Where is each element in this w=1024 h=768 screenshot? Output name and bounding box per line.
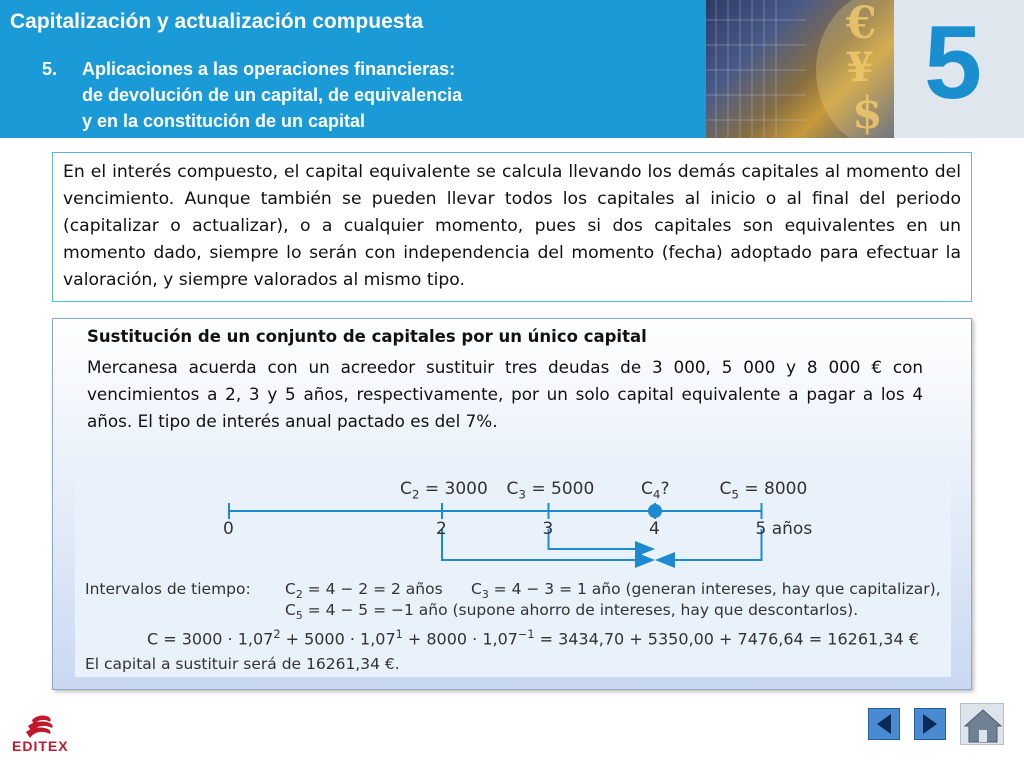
header-bar [0, 0, 1024, 138]
tick-label-1: 2 [436, 519, 447, 539]
chapter-badge [894, 0, 1024, 138]
formula-part-4: = 3434,70 + 5350,00 + 7476,64 = 16261,34 € [534, 629, 919, 649]
timeline-figure [75, 467, 951, 677]
timeline-arrows [442, 529, 762, 560]
tick-label-3: 4 [649, 519, 660, 539]
dollar-symbol: $ [852, 88, 883, 138]
capital-sub-0: 2 [411, 487, 420, 502]
editex-logo-text: EDITEX [12, 738, 69, 754]
capital-label-2 [641, 479, 669, 501]
interval-c5-sub: 5 [295, 609, 303, 623]
interval-c5 [285, 601, 858, 622]
editex-logo-mark [14, 714, 78, 740]
interval-c2 [285, 580, 443, 601]
interval-c2-sub: 2 [295, 588, 303, 602]
interval-c2-expr: = 4 − 2 = 2 años [302, 580, 443, 598]
capital-value-2: ? [660, 479, 670, 499]
tick-label-4: 5 años [755, 519, 813, 539]
arrow-left-icon [869, 709, 899, 739]
arrow-right-icon [915, 709, 945, 739]
yen-symbol: ¥ [846, 44, 874, 91]
interval-c2-symbol: C [285, 580, 296, 598]
formula-exp-2: 1 [395, 628, 403, 641]
arrow-c3-to-c4 [549, 529, 654, 549]
c4-point [648, 504, 662, 518]
capital-symbol-1: C [506, 479, 519, 499]
capital-symbol-0: C [400, 479, 412, 499]
interval-c3-symbol: C [471, 580, 482, 598]
intro-paragraph: En el interés compuesto, el capital equivalente se calcula llevando los demás capitales al momento del vencimiento. Aunque también se pueden llevar todos los capitales al inicio o al final del periodo (capitalizar o actualizar), o a cualquier momento, pues si dos capitales son equivalentes en un momento dado, siempre lo serán con independencia del momento (fecha) adoptado para efectuar la valoración, y siempre valorados al mismo tipo. [63, 162, 961, 290]
interval-c5-expr: = 4 − 5 = −1 año (supone ahorro de intereses, hay que descontarlos). [302, 601, 859, 619]
capital-symbol-2: C [641, 479, 653, 499]
capital-value-0: = 3000 [419, 479, 488, 499]
section-line-1: Aplicaciones a las operaciones financieras: [82, 59, 456, 79]
tick-label-0: 0 [223, 519, 234, 539]
capital-sub-2: 4 [652, 487, 661, 502]
formula-line [147, 628, 919, 648]
page-title: Capitalización y actualización compuesta [10, 10, 424, 33]
previous-button[interactable] [868, 708, 900, 740]
capital-label-3 [720, 479, 808, 501]
section-line-2: de devolución de un capital, de equivalencia [82, 85, 463, 105]
formula-part-1: C = 3000 · 1,07 [147, 629, 274, 649]
section-line-3: y en la constitución de un capital [82, 111, 366, 131]
capital-value-3: = 8000 [738, 479, 808, 499]
home-button[interactable] [960, 703, 1004, 745]
chapter-number: 5 [924, 5, 982, 121]
capital-symbol-3: C [719, 479, 732, 499]
arrow-c5-to-c4 [657, 529, 762, 560]
next-button[interactable] [914, 708, 946, 740]
euro-symbol: € [846, 0, 877, 49]
formula-exp-1: 2 [273, 628, 281, 641]
formula-part-2: + 5000 · 1,07 [280, 629, 396, 649]
example-paragraph: Mercanesa acuerda con un acreedor sustituir tres deudas de 3 000, 5 000 y 8 000 € con vencimientos a 2, 3 y 5 años, respectivamente, por un solo capital equivalente a pagar a los 4 años. El tipo de interés anual pactado es del 7%. [87, 357, 923, 431]
capital-sub-1: 3 [518, 487, 526, 502]
example-title: Sustitución de un conjunto de capitales por un único capital [87, 327, 647, 346]
intervals-label: Intervalos de tiempo: [85, 580, 251, 598]
section-number: 5. [42, 59, 58, 79]
capital-value-1: = 5000 [525, 479, 595, 499]
formula-exp-3: −1 [517, 628, 535, 641]
example-box [52, 318, 972, 690]
interval-c5-symbol: C [285, 601, 296, 619]
interval-c3-sub: 3 [481, 588, 489, 602]
formula-part-3: + 8000 · 1,07 [402, 629, 518, 649]
interval-c3 [471, 580, 941, 601]
capital-label-1 [507, 479, 595, 501]
conclusion-text: El capital a sustituir será de 16261,34 €. [85, 655, 400, 673]
tick-label-2: 3 [542, 519, 554, 539]
interval-c3-expr: = 4 − 3 = 1 año (generan intereses, hay que capitalizar), [488, 580, 941, 598]
currency-globe-image [706, 0, 894, 138]
home-icon [961, 704, 1005, 746]
intro-box [52, 152, 972, 302]
capital-sub-3: 5 [731, 487, 739, 502]
capital-label-0 [400, 479, 488, 501]
